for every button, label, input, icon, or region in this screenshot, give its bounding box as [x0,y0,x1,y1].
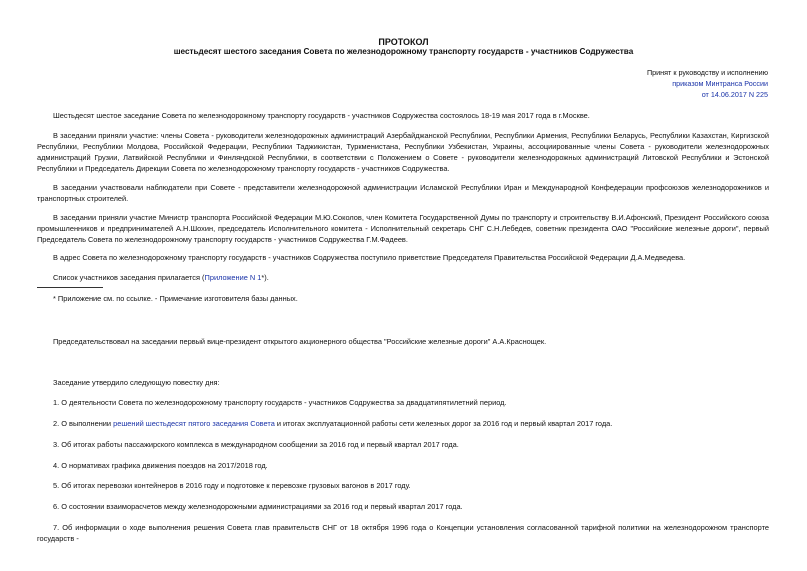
agenda-item-1: 1. О деятельности Совета по железнодорожному транспорту государств - участников Содружества за двадцатипятилетний период. [53,398,507,407]
footnote: * Приложение см. по ссылке. - Примечание изготовителя базы данных. [53,294,298,303]
paragraph-agenda-intro: Заседание утвердило следующую повестку дня: [53,378,220,387]
appendix-1-link[interactable]: Приложение N 1 [204,273,262,282]
agenda-item-4: 4. О нормативах графика движения поездов на 2017/2018 год. [53,461,268,470]
approval-order-link[interactable]: приказом Минтранса России [672,79,768,88]
participants-list-tail: *). [261,273,269,282]
paragraph-participants: В заседании приняли участие: члены Совета - руководители железнодорожных администраций Азербайджанской Республики, Республики Армения, Республики Беларусь, Республики Казахстан, Киргизской Республики, Республики Молдова, Российской Федерации, Республики Таджикистан, Туркменистана, Республики Узбекистан, Украины, ассоциированные члены Совета - руководители железнодорожных администраций Грузии, Латвийской Республики и Финляндской Республики, в соответствии с Положением о Совете - руководители железнодорожных администраций Литовской Республики и Эстонской Республики и Председатель Дирекции Совета по железнодорожному транспорту государств - участников Содружества. [37,131,769,174]
paragraph-participants-list [37,272,769,283]
decisions-65th-session-link[interactable]: решений шестьдесят пятого заседания Совета [113,419,275,428]
agenda-item-5: 5. Об итогах перевозки контейнеров в 2016 году и подготовке к перевозке грузовых вагонов в 2017 году. [53,481,411,490]
agenda-item-6: 6. О состоянии взаиморасчетов между железнодорожными администрациями за 2016 год и первый квартал 2017 года. [53,502,463,511]
footnote-divider [37,287,103,288]
document-title: ПРОТОКОЛ [378,37,429,47]
paragraph-session-info: Шестьдесят шестое заседание Совета по железнодорожному транспорту государств - участников Содружества состоялось 18-19 мая 2017 года в г.Москве. [53,111,590,120]
approval-date-link[interactable]: от 14.06.2017 N 225 [701,90,768,99]
approval-block [647,67,768,100]
document-subtitle: шестьдесят шестого заседания Совета по железнодорожному транспорту государств - участников Содружества [173,47,634,56]
agenda-item-2 [37,418,769,429]
agenda-item-2-text: 2. О выполнении [53,419,114,428]
approval-line-1: Принят к руководству и исполнению [647,68,768,77]
agenda-item-3: 3. Об итогах работы пассажирского комплекса в международном сообщении за 2016 год и первый квартал 2017 года. [53,440,459,449]
paragraph-observers: В заседании участвовали наблюдатели при Совете - представители железнодорожной администрации Исламской Республики Иран и Международной Конфедерации профсоюзов железнодорожников и транспортных строителей. [37,183,769,204]
participants-list-text: Список участников заседания прилагается ( [53,273,205,282]
paragraph-greeting: В адрес Совета по железнодорожному транспорту государств - участников Содружества поступило приветствие Председателя Правительства Российской Федерации Д.А.Медведева. [53,253,686,262]
agenda-item-2-tail: и итогах эксплуатационной работы сети железных дорог за 2016 год и первый квартал 2017 года. [274,419,613,428]
agenda-item-7: 7. Об информации о ходе выполнения решения Совета глав правительств СНГ от 18 октября 1996 года о Концепции установления согласованной тарифной политики на железнодорожном транспорте государств - [37,523,769,544]
paragraph-guests: В заседании приняли участие Министр транспорта Российской Федерации М.Ю.Соколов, член Комитета Государственной Думы по транспорту и строительству В.И.Афонский, Президент Российского союза промышленников и предпринимателей А.Н.Шохин, председатель Исполнительного комитета - Исполнительный секретарь СНГ С.Н.Лебедев, советник президента ОАО "Российские железные дороги", первый Председатель Совета по железнодорожному транспорту государств - участников Содружества Г.М.Фадеев. [37,213,769,245]
paragraph-chairman: Председательствовал на заседании первый вице-президент открытого акционерного общества "Российские железные дороги" А.А.Краснощек. [53,337,547,346]
